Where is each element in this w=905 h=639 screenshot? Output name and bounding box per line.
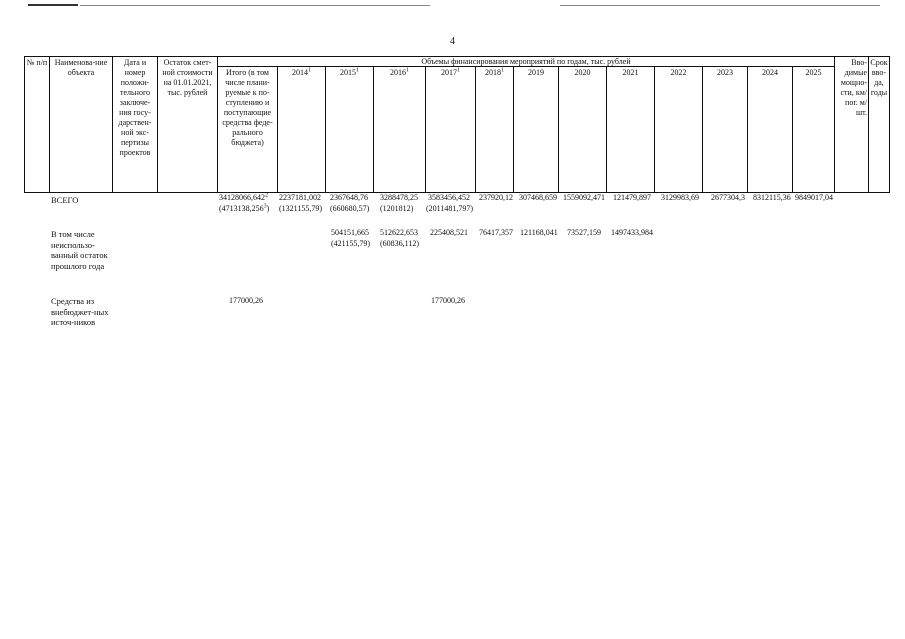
col-header-year-2019: 2019 bbox=[514, 67, 559, 193]
extrabudget-total: 177000,26 bbox=[229, 296, 263, 305]
row-label-total: ВСЕГО bbox=[51, 195, 79, 205]
col-header-year-2016: 2016$^1$ bbox=[374, 67, 426, 193]
col-header-date: Дата и номер положи-тельного заключе-ния госу-дарствен-ной экс-пертизы проектов bbox=[113, 57, 158, 193]
scan-mark-top-right-line bbox=[560, 5, 880, 6]
total-2017-federal: (2011481,797) bbox=[426, 204, 474, 213]
col-header-name: Наименова-ние объекта bbox=[50, 57, 113, 193]
total-2021: 121479,897 bbox=[613, 193, 651, 202]
total-value: 34128066,642$^2$ bbox=[219, 192, 268, 202]
col-header-term: Срок вво-да, годы bbox=[869, 57, 890, 193]
total-2019: 307468,659 bbox=[519, 193, 557, 202]
total-2017: 3583456,452 bbox=[428, 193, 470, 202]
col-header-total: Итого (в том числе плани-руемые к по-ступлению и поступающие средства феде-рального бюджета) bbox=[218, 67, 278, 193]
col-header-year-2020: 2020 bbox=[559, 67, 607, 193]
page-number: 4 bbox=[450, 36, 455, 47]
col-header-year-2018: 2018$^1$ bbox=[476, 67, 514, 193]
total-value-federal: (4713138,256$^3$) bbox=[219, 203, 270, 213]
col-header-year-2022: 2022 bbox=[655, 67, 703, 193]
total-2022: 3129983,69 bbox=[661, 193, 699, 202]
total-2025: 9849017,04 bbox=[795, 193, 833, 202]
col-header-financing-group: Объемы финансирования мероприятий по годам, тыс. рублей bbox=[218, 57, 835, 67]
unused-2015-federal: (421155,79) bbox=[331, 239, 371, 248]
total-2018: 237920,12 bbox=[479, 193, 513, 202]
unused-2020: 73527,159 bbox=[567, 228, 601, 237]
unused-2021: 1497433,984 bbox=[611, 228, 653, 237]
unused-2018: 76417,357 bbox=[479, 228, 513, 237]
col-header-year-2015: 2015$^1$ bbox=[326, 67, 374, 193]
total-2024: 8312115,36 bbox=[753, 193, 791, 202]
unused-2016: 512622,653 bbox=[380, 228, 418, 237]
col-header-year-2014: 2014$^1$ bbox=[278, 67, 326, 193]
total-2016-federal: (1201812) bbox=[380, 204, 414, 213]
col-header-num: № п/п bbox=[25, 57, 50, 193]
total-2014-federal: (1321155,79) bbox=[279, 204, 323, 213]
total-2015-federal: (660680,57) bbox=[330, 204, 370, 213]
extrabudget-2017: 177000,26 bbox=[431, 296, 465, 305]
col-header-year-2024: 2024 bbox=[748, 67, 793, 193]
col-header-capacity: Вво-димые мощно-сти, км/пог. м/шт. bbox=[835, 57, 869, 193]
unused-2016-federal: (60836,112) bbox=[380, 239, 420, 248]
col-header-balance: Остаток смет-ной стоимости на 01.01.2021, тыс. рублей bbox=[158, 57, 218, 193]
total-2015: 2367648,76 bbox=[330, 193, 368, 202]
col-header-year-2025: 2025 bbox=[793, 67, 835, 193]
scan-mark-top-left bbox=[28, 4, 78, 6]
unused-2015: 504151,665 bbox=[331, 228, 369, 237]
col-header-year-2021: 2021 bbox=[607, 67, 655, 193]
total-2023: 2677304,3 bbox=[711, 193, 745, 202]
unused-2017: 225408,521 bbox=[430, 228, 468, 237]
col-header-year-2023: 2023 bbox=[703, 67, 748, 193]
total-2014: 2237181,002 bbox=[279, 193, 321, 202]
total-2020: 1559092,471 bbox=[563, 193, 605, 202]
scan-mark-top-line bbox=[80, 5, 430, 6]
total-2016: 3288478,25 bbox=[380, 193, 418, 202]
row-label-unused-balance: В том числе неиспользо-ванный остаток прошлого года bbox=[51, 229, 108, 271]
row-label-extrabudget: Средства из внебюджет-ных источ-ников bbox=[51, 296, 109, 327]
financing-table-header bbox=[24, 56, 890, 193]
col-header-year-2017: 2017$^1$ bbox=[426, 67, 476, 193]
unused-2019: 121168,041 bbox=[520, 228, 558, 237]
